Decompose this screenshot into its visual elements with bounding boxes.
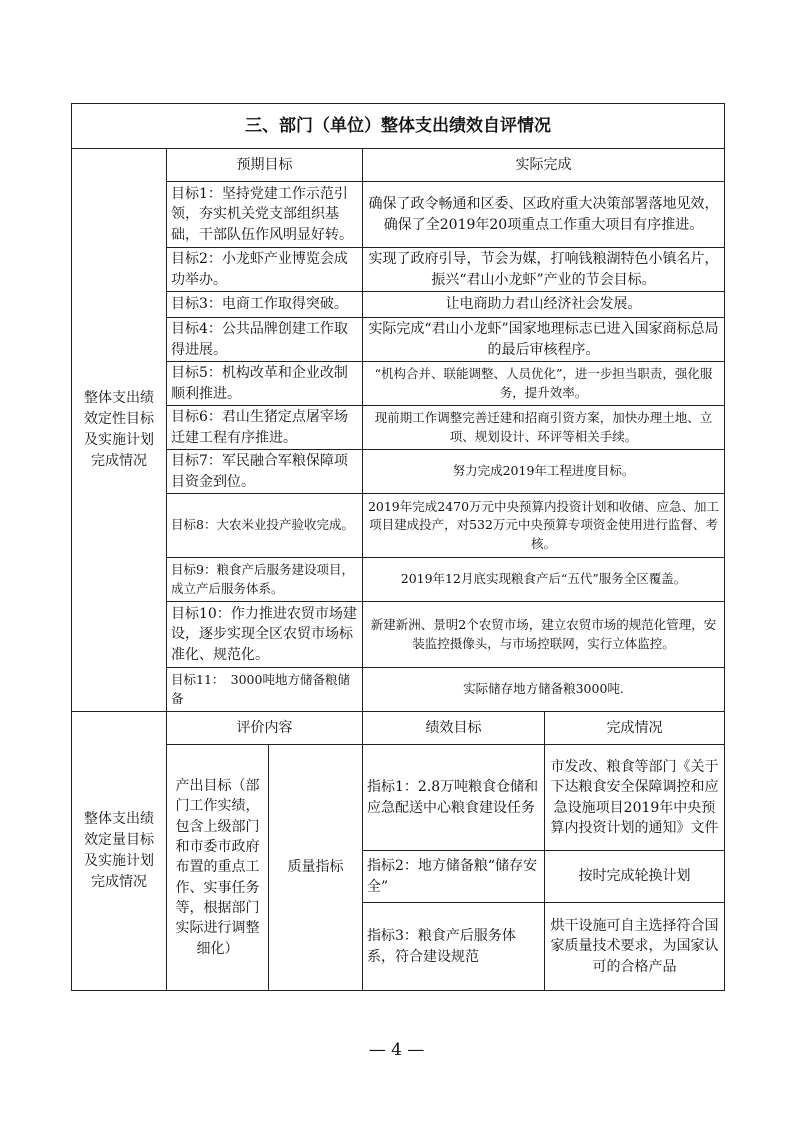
- target-4: 目标4：公共品牌创建工作取得进展。: [167, 318, 363, 362]
- actual-2: 实现了政府引导，节会为媒，打响钱粮湖特色小镇名片，振兴“君山小龙虾”产业的节会目标。: [363, 248, 725, 292]
- status-3: 烘干设施可自主选择符合国家质量技术要求，为国家认可的合格产品: [545, 903, 725, 991]
- target-9: 目标9：粮食产后服务建设项目，成立产后服务体系。: [167, 558, 363, 602]
- col-expected-target: 预期目标: [167, 149, 363, 182]
- col-actual-completion: 实际完成: [363, 149, 725, 182]
- target-1: 目标1：坚持党建工作示范引领，夯实机关党支部组织基础，干部队伍作风明显好转。: [167, 182, 363, 248]
- qualitative-side-label: 整体支出绩效定性目标及实施计划完成情况: [72, 149, 167, 712]
- target-3: 目标3：电商工作取得突破。: [167, 292, 363, 318]
- output-target-label: 产出目标（部门工作实绩，包含上级部门和市委市政府布置的重点工作、实事任务等，根据部门实际进行调整细化）: [167, 745, 269, 991]
- actual-4: 实际完成“君山小龙虾”国家地理标志已进入国家商标总局的最后审核程序。: [363, 318, 725, 362]
- quantitative-side-label: 整体支出绩效定量目标及实施计划完成情况: [72, 712, 167, 991]
- quality-indicator-label: 质量指标: [269, 745, 363, 991]
- actual-11: 实际储存地方储备粮3000吨.: [363, 668, 725, 712]
- actual-10: 新建新洲、景明2个农贸市场，建立农贸市场的规范化管理，安装监控摄像头，与市场控联网，实行立体监控。: [363, 602, 725, 668]
- actual-6: 现前期工作调整完善迁建和招商引资方案，加快办理土地、立项、规划设计、环评等相关手续。: [363, 406, 725, 450]
- target-5: 目标5：机构改革和企业改制顺利推进。: [167, 362, 363, 406]
- self-evaluation-table: [71, 103, 725, 991]
- col-performance-target: 绩效目标: [363, 712, 545, 745]
- actual-9: 2019年12月底实现粮食产后“五代”服务全区覆盖。: [363, 558, 725, 602]
- target-7: 目标7：军民融合军粮保障项目资金到位。: [167, 450, 363, 494]
- status-2: 按时完成轮换计划: [545, 851, 725, 903]
- target-8: 目标8：大农米业投产验收完成。: [167, 494, 363, 558]
- actual-1: 确保了政令畅通和区委、区政府重大决策部署落地见效，确保了全2019年20项重点工作重大项目有序推进。: [363, 182, 725, 248]
- target-6: 目标6：君山生猪定点屠宰场迁建工程有序推进。: [167, 406, 363, 450]
- actual-7: 努力完成2019年工程进度目标。: [363, 450, 725, 494]
- actual-5: “机构合并、联能调整、人员优化”，进一步担当职责，强化服务，提升效率。: [363, 362, 725, 406]
- page-number: — 4 —: [368, 1040, 425, 1060]
- actual-3: 让电商助力君山经济社会发展。: [363, 292, 725, 318]
- indicator-2: 指标2：地方储备粮“储存安全”: [363, 851, 545, 903]
- col-evaluation-content: 评价内容: [167, 712, 363, 745]
- section-title: 三、部门（单位）整体支出绩效自评情况: [72, 104, 725, 149]
- indicator-1: 指标1：2.8万吨粮食仓储和应急配送中心粮食建设任务: [363, 745, 545, 851]
- col-completion-status: 完成情况: [545, 712, 725, 745]
- indicator-3: 指标3：粮食产后服务体系，符合建设规范: [363, 903, 545, 991]
- target-10: 目标10：作力推进农贸市场建设，逐步实现全区农贸市场标准化、规范化。: [167, 602, 363, 668]
- target-11: 目标11： 3000吨地方储备粮储备: [167, 668, 363, 712]
- target-2: 目标2：小龙虾产业博览会成功举办。: [167, 248, 363, 292]
- status-1: 市发改、粮食等部门《关于下达粮食安全保障调控和应急设施项目2019年中央预算内投资计划的通知》文件: [545, 745, 725, 851]
- actual-8: 2019年完成2470万元中央预算内投资计划和收储、应急、加工项目建成投产，对532万元中央预算专项资金使用进行监督、考核。: [363, 494, 725, 558]
